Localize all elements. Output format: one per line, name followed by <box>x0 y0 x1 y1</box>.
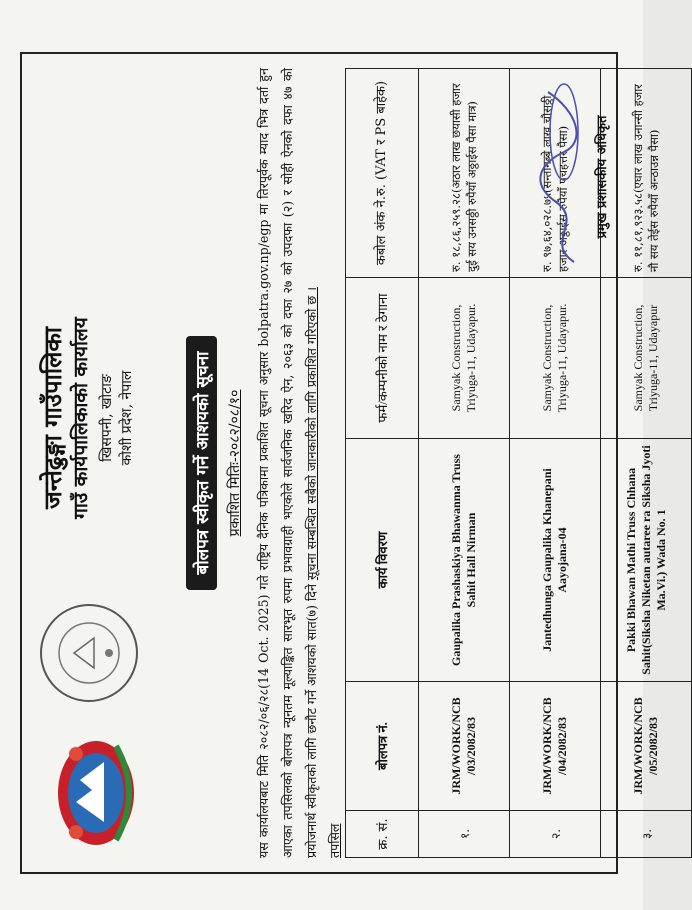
rotated-notice <box>22 54 668 872</box>
cell-bid-no: JRM/WORK/NCB /03/2082/83 <box>419 682 510 811</box>
handwritten-signature-icon <box>534 72 588 282</box>
cell-sn: ३. <box>601 811 692 858</box>
office-location: खिसपनी, खोटाङ <box>99 374 115 462</box>
table-row <box>419 69 510 858</box>
cell-firm: Samyak Construction, Triyuga-11, Udayapur. <box>419 278 510 439</box>
published-date: प्रकाशित मितिः-२०८२/०८/१० <box>227 389 243 537</box>
cell-firm: Samyak Construction, Triyuga-11, Udayapur <box>601 278 692 439</box>
notice-body <box>252 68 324 858</box>
letterhead <box>32 68 182 858</box>
signatory-role: प्रमुख प्रशासकीय अधिकृत <box>595 115 610 239</box>
cell-work: Gaupalika Prashaskiya Bhawanma Truss Sahit Hall Nirman <box>419 439 510 682</box>
notice-title: बोलपत्र स्वीकृत गर्ने आशयको सूचना <box>186 336 217 591</box>
col-header-bid-no: बोलपत्र नं. <box>346 682 419 811</box>
cell-amount: रु. १८,८६,२५९.२८(अठार लाख छयासी हजार दुई सय उनसठ्ठी रुपैयाँ अठ्ठाईस पैसा मात्र) <box>419 69 510 278</box>
cell-sn: २. <box>510 811 601 858</box>
col-header-firm: फर्म/कम्पनीको नाम र ठेगाना <box>346 278 419 439</box>
office-name: गाउँ कार्यपालिकाको कार्यालय <box>70 317 92 519</box>
cell-sn: १. <box>419 811 510 858</box>
office-province: कोशी प्रदेश, नेपाल <box>119 370 135 466</box>
nepal-emblem-icon <box>46 734 138 852</box>
col-header-sn: क्र. सं. <box>346 811 419 858</box>
cell-firm: Samyak Construction, Triyuga-11, Udayapur. <box>510 278 601 439</box>
cell-bid-no: JRM/WORK/NCB /04/2082/83 <box>510 682 601 811</box>
cell-work: Jantedhunga Gaupalika Khanepani Aayojana-04 <box>510 439 601 682</box>
office-stamp-icon <box>34 598 144 708</box>
cell-amount: रु. ११,८१,९२३.५८(एघार लाख उनान्सी हजार नौ सय तेईस रुपैयाँ अन्ठाउन्न पैसा) <box>601 69 692 278</box>
notice-body-main: यस कार्यालयबाट मिति २०८२/०६/२८(14 Oct. 2025) गते राष्ट्रिय दैनिक पत्रिकामा प्रकाशित सूचना अनुसार bolpatra.gov.np/egp मा तिरपूर्वक म्याद भित्र दर्ता हुन आएका तपसिलको बोलपत्र न्यूनतम मूल्याङ्कित सारभूत रुपमा प्रभावग्राही भएकोले सार्वजनिक खरिद ऐन, २०६३ को दफा २७ को उपदफा (२) र सोही ऐनको दफा ४७ को प्रयोजनार्थ स्वीकृतको लागि छनौट गर्ने आशयको सात(७) दिने <box>256 68 319 858</box>
municipality-name: जन्तेढुङ्गा गाउँपालिका <box>38 326 67 510</box>
cell-amount: रु. ९७,६४,०२८.७५(सन्तानब्बे लाख चौसठ्ठी हजार अठ्ठाईस रुपैयाँ पचहत्तर पैसा) <box>510 69 601 278</box>
col-header-work: कार्य विवरण <box>346 439 419 682</box>
signature-block <box>534 72 610 282</box>
table-row <box>601 69 692 858</box>
cell-bid-no: JRM/WORK/NCB /05/2082/83 <box>601 682 692 811</box>
notice-body-end: सूचना सम्बन्धित सबैको जानकारीको लागि प्रकाशित गरिएको छ । <box>304 287 319 581</box>
schedule-label: तपसिल <box>327 823 342 858</box>
cell-work: Pakki Bhawan Mathi Truss Chhana Sahit(Siksha Niketan autaree ra Siksha Jyoti Ma.Vi.) Wada No. 1 <box>601 439 692 682</box>
col-header-amount: कबोल अंक ने.रु. (VAT र PS बाहेक) <box>346 69 419 278</box>
table-header-row <box>346 69 419 858</box>
bid-table <box>345 68 692 858</box>
